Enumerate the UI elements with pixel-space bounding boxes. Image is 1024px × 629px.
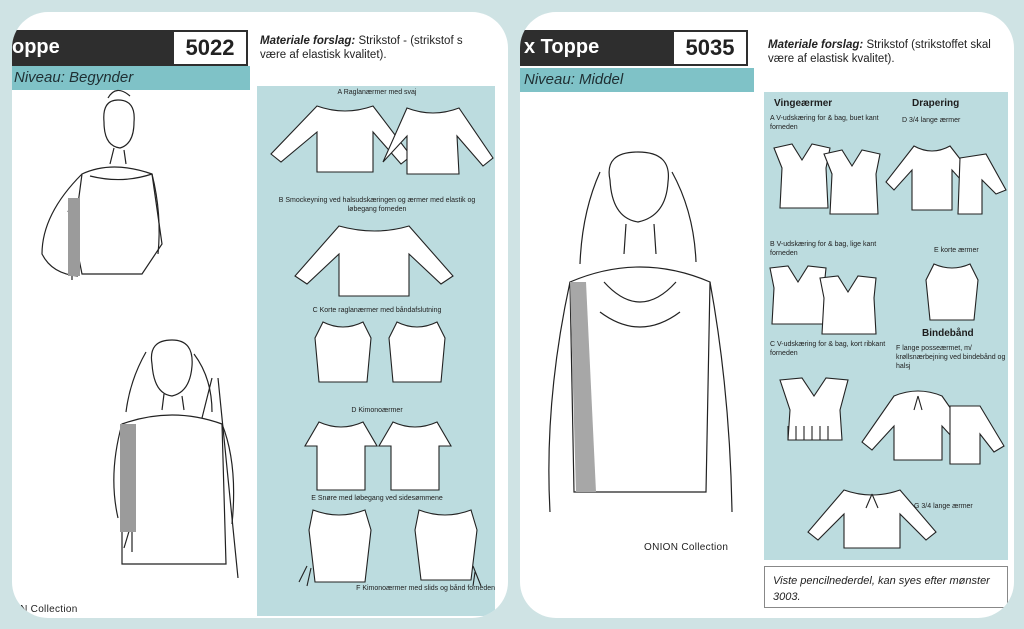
material-suggestion [768, 38, 1008, 66]
material-text-1: Strikstof (strikstoffet skal [866, 39, 991, 51]
caption-c: C Korte raglanærmer med båndafslutning [312, 307, 442, 314]
section-bindebaand: Bindebånd [922, 328, 974, 339]
garment-panel [257, 86, 495, 616]
caption-e: E korte ærmer [934, 247, 979, 254]
caption-g: G 3/4 lange ærmer [914, 503, 973, 510]
garment-g [764, 484, 1008, 554]
model-sketch-top [12, 92, 172, 322]
material-text-2: være af elastisk kvalitet). [768, 53, 895, 65]
garment-c [257, 318, 495, 384]
title-bar [12, 30, 172, 66]
garment-a [257, 100, 495, 170]
pattern-number: 5035 [672, 30, 748, 66]
caption-c: C V-udskæring for & bag, kort ribkant forneden [770, 341, 886, 357]
garment-e [257, 506, 495, 586]
caption-d: D 3/4 lange ærmer [902, 117, 961, 124]
material-label: Materiale forslag: [260, 35, 356, 47]
caption-d: D Kimonoærmer [351, 407, 403, 414]
pattern-title: x Toppe [524, 36, 600, 58]
section-drapering: Drapering [912, 98, 960, 109]
level-band: Niveau: Begynder [12, 66, 250, 90]
caption-f: F Kimonoærmer med slids og bånd forneden [356, 585, 495, 592]
shading-band [68, 198, 84, 278]
brand-label: ONION Collection [644, 542, 729, 553]
material-text-1: Strikstof - (strikstof s [358, 35, 463, 47]
garment-a-d [764, 138, 1008, 218]
pattern-card-5035 [520, 12, 1014, 618]
caption-e: E Snøre med løbegang ved sidesømmene [311, 495, 443, 502]
material-label: Materiale forslag: [768, 39, 864, 51]
material-suggestion [260, 34, 508, 62]
caption-b: B V-udskæring for & bag, lige kant forneden [770, 241, 877, 257]
level-band: Niveau: Middel [520, 68, 754, 92]
caption-a: A V-udskæring for & bag, buet kant forneden [770, 115, 879, 131]
caption-b: B Smockeyning ved halsudskæringen og ærmer med elastik og løbegang forneden [278, 197, 476, 213]
pattern-card-5022 [12, 12, 508, 618]
pattern-title: oppe [12, 36, 60, 58]
material-text-2: være af elastisk kvalitet). [260, 49, 387, 61]
brand-label: ON Collection [12, 604, 78, 615]
shading-band-2 [120, 424, 140, 534]
shading-band [564, 282, 614, 502]
garment-c-f [764, 376, 1008, 476]
caption-f: F lange posseærmet, m/ krøllsnærbejning ved bindebånd og halsj [896, 345, 1006, 370]
title-bar [520, 30, 672, 66]
garment-d [257, 418, 495, 490]
pattern-number: 5022 [172, 30, 248, 66]
caption-a: A Raglanærmer med svaj [337, 89, 417, 96]
section-vingeaermer: Vingeærmer [774, 98, 833, 109]
garment-panel [764, 92, 1008, 560]
skirt-note: Viste pencilnederdel, kan syes efter mønster 3003. [764, 566, 1008, 608]
garment-b [257, 218, 495, 298]
